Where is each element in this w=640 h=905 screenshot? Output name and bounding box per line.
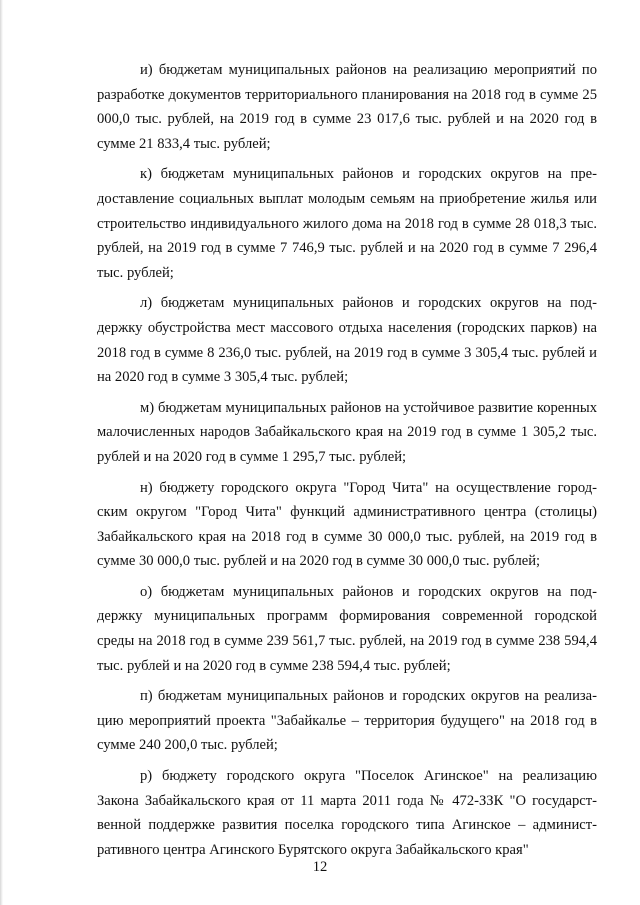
paragraph-p: п) бюджетам муниципальных районов и городских округов на реализацию мероприятий проекта "Забайкалье – территория будущего" на 2018 год в сумме 240 200,0 тыс. рублей; bbox=[97, 688, 597, 754]
page-number: 12 bbox=[312, 859, 328, 875]
paragraph-i: и) бюджетам муниципальных районов на реализацию мероприятий по разработке документов территориального планирования на 2018 год в сумме 25 000,0 тыс. рублей, на 2019 год в сумме 23 017,6 тыс. рублей и на 2020 год в сумме 21 833,4 тыс. рублей; bbox=[97, 62, 597, 152]
paragraph-k: к) бюджетам муниципальных районов и городских округов на предоставление социальных выплат молодым семьям на приобретение жилья или строительство индивидуального жилого дома на 2018 год в сумме 28 018,3 тыс. рублей, на 2019 год в сумме 7 746,9 тыс. рублей и на 2020 год в сумме 7 296,4 тыс. рублей; bbox=[97, 166, 597, 281]
paragraph-o: о) бюджетам муниципальных районов и городских округов на поддержку муниципальных программ формирования современной городской среды на 2018 год в сумме 239 561,7 тыс. рублей, на 2019 год в сумме 238 594,4 тыс. рублей и на 2020 год в сумме 238 594,4 тыс. рублей; bbox=[97, 583, 597, 674]
paragraph-m: м) бюджетам муниципальных районов на устойчивое развитие коренных малочисленных народов Забайкальского края на 2019 год в сумме 1 305,2 тыс. рублей и на 2020 год в сумме 1 295,7 тыс. рублей; bbox=[97, 399, 597, 465]
scan-edge-shadow bbox=[0, 0, 3, 905]
paragraph-l: л) бюджетам муниципальных районов и городских округов на поддержку обустройства мест массового отдыха населения (городских парков) на 2018 год в сумме 8 236,0 тыс. рублей, на 2019 год в сумме 3 305,4 тыс. рублей и на 2020 год в сумме 3 305,4 тыс. рублей; bbox=[97, 295, 597, 386]
paragraph-n: н) бюджету городского округа "Город Чита" на осуществление городским округом "Город Чита" функций административного центра (столицы) Забайкальского края на 2018 год в сумме 30 000,0 тыс. рублей, на 2019 год в сумме 30 000,0 тыс. рублей и на 2020 год в сумме 30 000,0 тыс. рублей; bbox=[97, 479, 597, 570]
paragraph-r: р) бюджету городского округа "Поселок Агинское" на реализацию Закона Забайкальского края от 11 марта 2011 года № 472-ЗЗК "О государственной поддержке развития поселка городского типа Агинское – административного центра Агинского Бурятского округа Забайкальского края" bbox=[97, 768, 597, 858]
body-text bbox=[97, 58, 597, 868]
